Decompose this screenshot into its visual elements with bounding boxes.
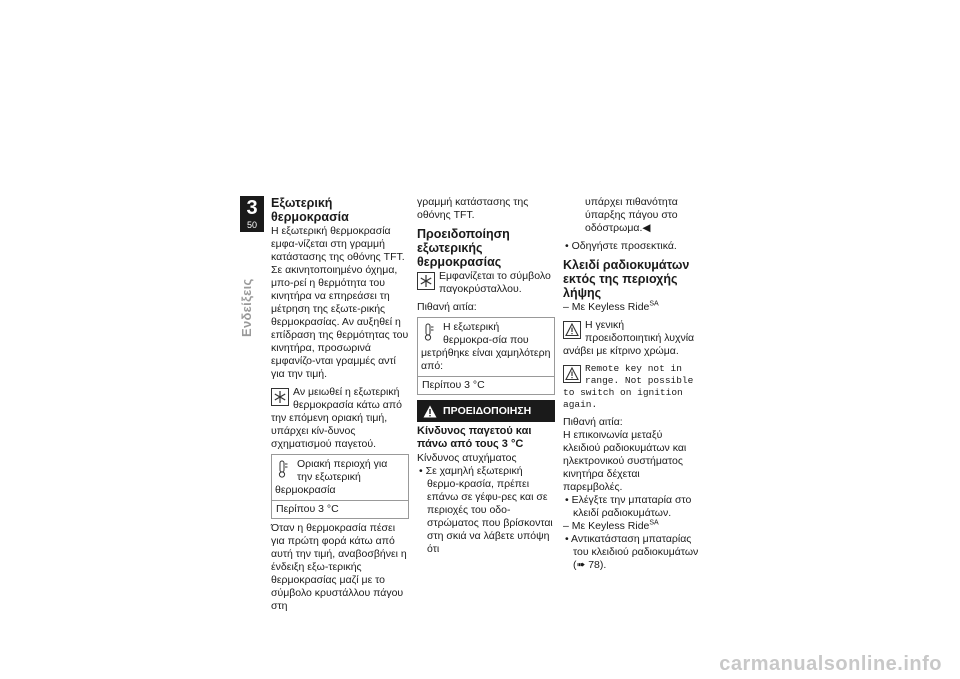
bullet-text: Ελέγξτε την μπαταρία στο κλειδί ραδιοκυμάτων. xyxy=(571,494,692,519)
warning-bar xyxy=(417,400,555,422)
column-3 xyxy=(563,196,701,572)
warning-triangle-icon xyxy=(423,405,437,418)
end-mark: ◀ xyxy=(642,222,651,234)
warning-triangle-icon xyxy=(563,321,581,339)
snowflake-icon xyxy=(417,272,435,290)
thermometer-icon xyxy=(421,323,439,341)
equipment-superscript: SA xyxy=(649,519,659,527)
bullet-text: Οδηγήστε προσεκτικά. xyxy=(571,240,677,252)
spec-table xyxy=(417,317,555,395)
section-heading-outside-temperature: Εξωτερική θερμοκρασία xyxy=(271,196,349,224)
chapter-side-title: Ενδείξεις xyxy=(239,278,254,338)
equipment-text: Με Keyless Ride xyxy=(571,520,650,532)
chapter-badge xyxy=(240,196,264,232)
chapter-number: 3 xyxy=(246,197,258,219)
section-heading-key-out-of-range: Κλειδί ραδιοκυμάτων εκτός της περιοχής λήψης xyxy=(563,258,690,300)
paragraph: γραμμή κατάστασης της οθόνης TFT. xyxy=(417,196,529,221)
bullet-text-end: ). xyxy=(599,559,607,571)
indicator-block xyxy=(417,270,555,296)
thermometer-icon xyxy=(275,460,293,478)
cause-label: Πιθανή αιτία: xyxy=(417,301,477,313)
snowflake-icon xyxy=(271,388,289,406)
equipment-text: Με Keyless Ride xyxy=(571,301,650,313)
bullet-item: • Ελέγξτε την μπαταρία στο κλειδί ραδιοκυμάτων. xyxy=(565,494,692,519)
cause-text: Η επικοινωνία μεταξύ κλειδιού ραδιοκυμάτων και ηλεκτρονικού συστήματος κινητήρα δέχεται παρεμβολές. xyxy=(563,429,687,493)
watermark: carmanualsonline.info xyxy=(719,653,942,675)
paragraph xyxy=(563,196,701,235)
page-number: 50 xyxy=(246,220,257,230)
paragraph: Σε ακινητοποιημένο όχημα, μπο-ρεί η θερμότητα του κινητήρα να επηρεάσει τη μέτρηση της εξωτε-ρικής θερμοκρασίας. Αν αυξηθεί η επίδραση της θερμότητας του κινητήρα, προσωρινά εμφανίζο-νται γραμμές αντί για την τιμή. xyxy=(271,264,409,380)
spec-label: Η εξωτερική θερμοκρα-σία που μετρήθηκε είναι χαμηλότερη από: xyxy=(421,321,551,372)
equipment-line: – Με Keyless Ride$^{SA}$ xyxy=(563,300,659,313)
note-block xyxy=(271,386,409,451)
warning-light-text: Η γενική προειδοποιητική λυχνία ανάβει με κίτρινο χρώμα. xyxy=(563,319,695,357)
paragraph: Όταν η θερμοκρασία πέσει για πρώτη φορά κάτω από αυτή την τιμή, αναβοσβήνει η ένδειξη εξω-τερικής θερμοκρασίας μαζί με το σύμβολο κρυστάλλου πάγου στη xyxy=(271,522,407,612)
spec-value: Περίπου 3 °C xyxy=(276,503,339,515)
spec-table xyxy=(271,454,409,519)
equipment-superscript: SA xyxy=(649,300,659,308)
spec-label: Οριακή περιοχή για την εξωτερική θερμοκρασία xyxy=(275,458,388,496)
danger-subtitle: Κίνδυνος ατυχήματος xyxy=(417,452,517,464)
bullet-item: • Αντικατάσταση μπαταρίας του κλειδιού ραδιοκυμάτων (➠ 78). xyxy=(565,533,699,571)
bullet-item: • Σε χαμηλή εξωτερική θερμο-κρασία, πρέπει επάνω σε γέφυ-ρες και σε περιοχές του οδο-στρώματος που βρίσκονται στη σκιά να λάβετε υπόψη ότι xyxy=(419,465,553,555)
display-message: Remote key not in range. Not possible to switch on ignition again. xyxy=(563,363,694,410)
warning-triangle-icon xyxy=(563,365,581,383)
page-ref-link[interactable]: 78 xyxy=(588,559,600,571)
bullet-item: • Οδηγήστε προσεκτικά. xyxy=(565,240,677,252)
bullet-text: Αντικατάσταση μπαταρίας του κλειδιού ραδιοκυμάτων ( xyxy=(571,533,699,571)
note-text: Αν μειωθεί η εξωτερική θερμοκρασία κάτω από την επόμενη οριακή τιμή, υπάρχει κίν-δυνος σχηματισμού παγετού. xyxy=(271,386,402,450)
paragraph: Η εξωτερική θερμοκρασία εμφα-νίζεται στη γραμμή κατάστασης της οθόνης TFT. xyxy=(271,225,405,263)
danger-heading: Κίνδυνος παγετού και πάνω από τους 3 °C xyxy=(417,425,532,450)
paragraph-text: υπάρχει πιθανότητα ύπαρξης πάγου στο οδόστρωμα. xyxy=(585,196,678,234)
cause-label: Πιθανή αιτία: xyxy=(563,416,623,428)
section-heading-temperature-warning: Προειδοποίηση εξωτερικής θερμοκρασίας xyxy=(417,227,510,269)
bullet-text: Σε χαμηλή εξωτερική θερμο-κρασία, πρέπει επάνω σε γέφυ-ρες και σε περιοχές του οδο-στρώματος που βρίσκονται στη σκιά να λάβετε υπόψη ότι xyxy=(425,465,553,555)
warning-light-block xyxy=(563,319,701,358)
indicator-text: Εμφανίζεται το σύμβολο παγοκρύσταλλου. xyxy=(439,270,551,295)
warning-title: ΠΡΟΕΙΔΟΠΟΙΗΣΗ xyxy=(443,404,532,417)
display-message-block xyxy=(563,363,701,411)
page-ref-arrow-icon: ➠ xyxy=(576,559,589,571)
spec-value: Περίπου 3 °C xyxy=(422,379,485,391)
column-2 xyxy=(417,196,555,556)
column-1 xyxy=(271,196,409,613)
equipment-line: – Με Keyless Ride$^{SA}$ xyxy=(563,519,659,532)
